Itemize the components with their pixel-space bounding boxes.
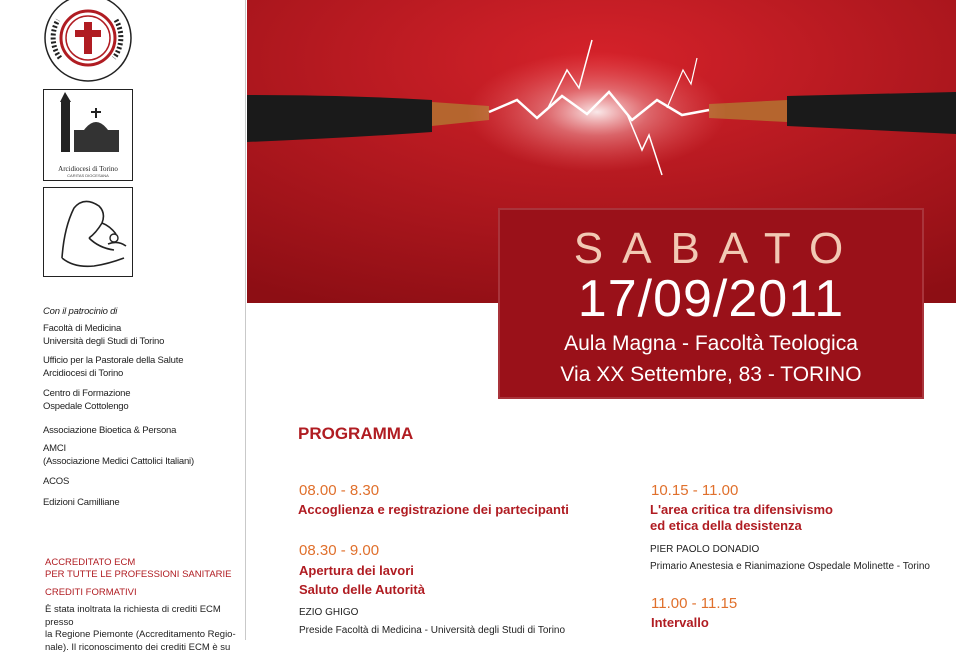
programma-title: PROGRAMMA (298, 424, 413, 444)
sponsor-line: AMCI (43, 443, 194, 456)
sponsor-3 (43, 388, 130, 413)
sponsor-6 (43, 476, 69, 489)
sponsor-1 (43, 323, 164, 348)
sponsor-line: Arcidiocesi di Torino (43, 368, 183, 381)
crediti-body (45, 604, 245, 654)
church-icon (44, 90, 132, 160)
patrocinio-text: Con il patrocinio di (43, 306, 117, 317)
item-time: 11.00 - 11.15 (651, 595, 737, 612)
item-title-line: Accoglienza e registrazione dei partecipanti (298, 502, 569, 518)
item-title (650, 502, 833, 534)
logo-subcaption: CARITAS DIOCESANA (44, 173, 132, 179)
sponsor-line: Università degli Studi di Torino (43, 336, 164, 349)
sponsor-line: ACOS (43, 476, 69, 489)
sponsor-4 (43, 425, 176, 438)
item-time: 10.15 - 11.00 (651, 482, 738, 499)
item-title-line: L'area critica tra difensivismo (650, 502, 833, 518)
item-title-line: Saluto delle Autorità (299, 582, 425, 598)
day-label: SABATO (498, 224, 924, 274)
venue-line-2: Via XX Settembre, 83 - TORINO (498, 363, 924, 387)
item-time: 08.00 - 8.30 (299, 482, 379, 499)
item-title-line: Apertura dei lavori (299, 563, 425, 579)
crediti-line: nale). Il riconoscimento dei crediti ECM è su (45, 642, 245, 654)
accreditation-line: PER TUTTE LE PROFESSIONI SANITARIE (45, 569, 232, 581)
item-speaker-role: Preside Facoltà di Medicina - Università degli Studi di Torino (299, 624, 565, 638)
item-title-line: Intervallo (651, 615, 709, 631)
sponsor-line: Edizioni Camilliane (43, 497, 119, 510)
patrocinio-label (43, 306, 117, 319)
sponsor-2 (43, 355, 183, 380)
sponsor-line: Centro di Formazione (43, 388, 130, 401)
logo-caption: Arcidiocesi di Torino (44, 165, 132, 173)
sponsor-5 (43, 443, 194, 468)
camillian-seal-logo (44, 0, 132, 86)
accreditation-heading (45, 557, 232, 599)
crediti-line: la Regione Piemonte (Accreditamento Regio- (45, 629, 245, 642)
item-title-line: ed etica della desistenza (650, 518, 833, 534)
sponsor-7 (43, 497, 119, 510)
item-time: 08.30 - 9.00 (299, 542, 379, 559)
accreditation-line: ACCREDITATO ECM (45, 557, 232, 569)
item-title (651, 615, 709, 631)
sponsor-line: Facoltà di Medicina (43, 323, 164, 336)
crediti-title: CREDITI FORMATIVI (45, 587, 232, 599)
care-figure-logo (43, 187, 133, 277)
sponsor-line: (Associazione Medici Cattolici Italiani) (43, 456, 194, 469)
item-speaker: EZIO GHIGO (299, 606, 358, 620)
crediti-line: È stata inoltrata la richiesta di crediti ECM presso (45, 604, 245, 629)
sponsor-line: Ufficio per la Pastorale della Salute (43, 355, 183, 368)
item-title (299, 563, 425, 598)
venue-line-1: Aula Magna - Facoltà Teologica (498, 332, 924, 356)
date-box (498, 208, 924, 399)
sponsor-line: Ospedale Cottolengo (43, 401, 130, 414)
caregiver-figure-icon (44, 188, 132, 276)
item-title (298, 502, 569, 518)
event-date: 17/09/2011 (498, 269, 924, 329)
arcidiocesi-logo (43, 89, 133, 181)
sidebar-divider (245, 0, 246, 640)
item-speaker-role: Primario Anestesia e Rianimazione Ospedale Molinette - Torino (650, 560, 930, 574)
item-speaker: PIER PAOLO DONADIO (650, 543, 759, 557)
sponsor-line: Associazione Bioetica & Persona (43, 425, 176, 438)
